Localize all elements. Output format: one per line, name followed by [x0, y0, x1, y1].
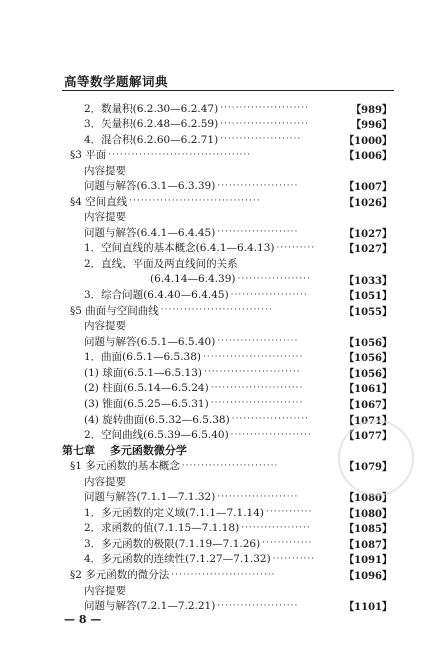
dot-leader: ··························· — [171, 569, 276, 580]
toc-page-ref: 【1007】 — [344, 182, 392, 194]
toc-entry-title: 4．多元函数的连续性(7.1.27—7.1.32) — [84, 553, 271, 566]
toc-entry-title: 内容提要 — [84, 164, 126, 177]
toc-entry-title: 1．曲面(6.5.1—6.5.38) — [84, 351, 201, 364]
toc-entry-title: 2．数量积(6.2.30—6.2.47) — [84, 102, 219, 115]
dot-leader: ···················· — [231, 414, 309, 424]
dot-leader: ··················· — [237, 274, 311, 285]
toc-entry-title: (6.4.14—6.4.39) — [150, 273, 236, 286]
toc-page-ref: 【1051】 — [344, 291, 392, 303]
header-rule — [62, 90, 394, 91]
toc-entry-title: (2) 柱面(6.5.14—6.5.24) — [84, 382, 209, 395]
toc-entry-title: 2．求函数的值(7.1.15—7.1.18) — [84, 522, 240, 535]
toc-entry-title: §5 曲面与空间曲线 — [70, 304, 159, 317]
toc-entry-title: 4．混合积(6.2.60—6.2.71) — [84, 133, 219, 146]
dot-leader: ············ — [266, 507, 313, 518]
dot-leader: ························· — [181, 460, 279, 471]
dot-leader: ······················· — [220, 118, 309, 129]
toc-entry-title: 问题与解答(6.5.1—6.5.40) — [84, 335, 216, 348]
toc-entry-title: 内容提要 — [84, 475, 126, 488]
dot-leader: ······················· — [220, 103, 309, 113]
toc-entry-title: §4 空间直线 — [70, 195, 128, 208]
toc-entry-title: 1．多元函数的定义域(7.1.1—7.1.14) — [84, 506, 264, 519]
toc-page-ref: 【1071】 — [344, 415, 392, 427]
dot-leader: ·································· — [129, 196, 261, 207]
toc-page-ref: 【1077】 — [344, 431, 392, 443]
toc-entry-title: (3) 锥面(6.5.25—6.5.31) — [84, 397, 209, 410]
toc-entry-title: 2．直线、平面及两直线间的关系 — [84, 258, 238, 270]
toc-entry-title: (1) 球面(6.5.1—6.5.13) — [84, 366, 203, 379]
toc-page-ref: 【1091】 — [344, 555, 392, 567]
toc-entry-title: 问题与解答(6.4.1—6.4.45) — [84, 226, 216, 239]
dot-leader: ·················· — [241, 522, 311, 533]
toc-page-ref: 【1000】 — [344, 135, 392, 147]
dot-leader: ···················· — [230, 289, 308, 300]
toc-entry-title: §1 多元函数的基本概念 — [70, 460, 180, 473]
toc-page-ref: 【1101】 — [344, 602, 392, 614]
toc-page-ref: 【1056】 — [344, 353, 392, 365]
toc-entry-title: 3．综合问题(6.4.40—6.4.45) — [84, 289, 229, 302]
dot-leader: ····················· — [217, 491, 299, 502]
dot-leader: ····································· — [108, 149, 252, 160]
toc-entry-title: 内容提要 — [84, 320, 126, 333]
toc-page-ref: 【1080】 — [344, 493, 392, 505]
dot-leader: ························· — [204, 367, 301, 378]
toc-page-ref: 【1027】 — [344, 228, 392, 240]
dot-leader: ····························· — [160, 305, 273, 316]
toc-item — [84, 596, 392, 616]
toc-entry-title: 内容提要 — [84, 211, 126, 224]
dot-leader: ························ — [210, 382, 304, 393]
toc-page-ref: 【1055】 — [344, 306, 392, 318]
toc-entry-title: 内容提要 — [84, 584, 126, 597]
toc-entry-title: 问题与解答(6.3.1—6.3.39) — [84, 180, 216, 193]
dot-leader: ····················· — [217, 336, 299, 347]
toc-page-ref: 【1087】 — [344, 539, 392, 551]
toc-page-ref: 【1085】 — [344, 524, 392, 536]
toc-page-ref: 【1061】 — [344, 384, 392, 396]
running-header: 高等数学题解词典 — [64, 74, 169, 89]
toc-entry-title: 1．空间直线的基本概念(6.4.1—6.4.13) — [84, 242, 275, 255]
toc-entry-title: §3 平面 — [70, 149, 107, 162]
toc-page-ref: 【1026】 — [344, 197, 392, 209]
toc-page-ref: 【1096】 — [344, 571, 392, 582]
toc-entry-title: 3．矢量积(6.2.48—6.2.59) — [84, 118, 219, 131]
toc-page-ref: 【1056】 — [344, 368, 392, 380]
toc-page-ref: 【1033】 — [344, 275, 392, 287]
dot-leader: ····················· — [217, 600, 299, 611]
toc-entry-title: 3．多元函数的极限(7.1.19—7.1.26) — [84, 537, 261, 550]
toc-page-ref: 【989】 — [351, 104, 392, 116]
dot-leader: ····················· — [217, 180, 299, 191]
toc-page-ref: 【1056】 — [344, 337, 392, 349]
toc-entry-title: 第七章 多元函数微分学 — [62, 444, 187, 458]
toc-entry-title: 问题与解答(7.1.1—7.1.32) — [84, 491, 216, 504]
toc-page-ref: 【1027】 — [344, 244, 392, 256]
toc-page-ref: 【1006】 — [344, 151, 392, 163]
toc-entry-title: §2 多元函数的微分法 — [70, 569, 170, 581]
dot-leader: ·························· — [203, 351, 304, 362]
toc-entry-title: (4) 旋转曲面(6.5.32—6.5.38) — [84, 413, 230, 426]
library-stamp-watermark — [338, 420, 414, 496]
dot-leader: ·········· — [276, 242, 316, 253]
toc-entry-title: 问题与解答(7.2.1—7.2.21) — [84, 600, 216, 613]
dot-leader: ························ — [210, 398, 304, 409]
toc-page-ref: 【1067】 — [344, 399, 392, 411]
toc-page-ref: 【1079】 — [344, 462, 392, 474]
page-number: — 8 — — [64, 613, 102, 626]
toc-entry-title: 2．空间曲线(6.5.39—6.5.40) — [84, 429, 229, 442]
toc-page-ref: 【1080】 — [344, 508, 392, 520]
dot-leader: ··········· — [272, 553, 316, 564]
dot-leader: ····················· — [220, 134, 302, 145]
dot-leader: ············· — [262, 538, 313, 549]
toc-page-ref: 【996】 — [351, 120, 392, 132]
dot-leader: ····················· — [230, 429, 312, 440]
dot-leader: ····················· — [217, 227, 299, 238]
